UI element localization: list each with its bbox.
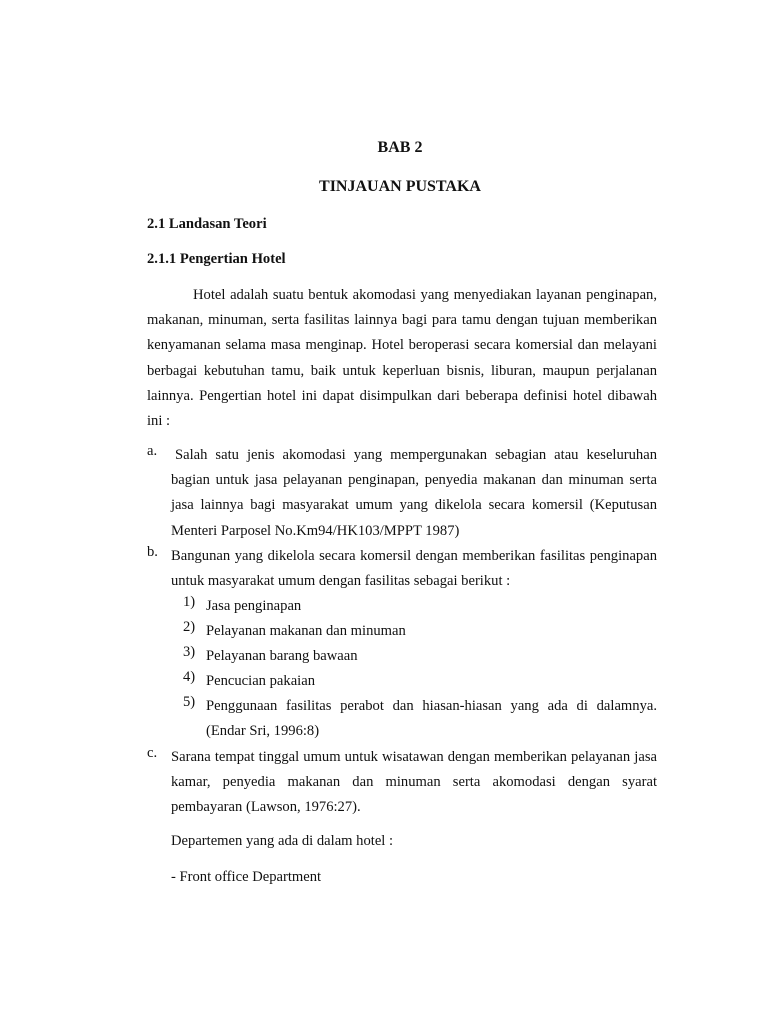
list-marker: 2) — [183, 619, 196, 635]
facility-item-3 — [183, 644, 657, 669]
list-marker: 5) — [183, 694, 196, 710]
intro-paragraph: Hotel adalah suatu bentuk akomodasi yang menyediakan layanan penginapan, makanan, minuman, serta fasilitas lainnya bagi para tamu dengan tujuan memberikan kenyamanan selama masa menginap. Hotel beroperasi secara komersial dan melayani berbagai kebutuhan tamu, baik untuk keperluan bisnis, liburan, maupun perjalanan lainnya. Pengertian hotel ini dapat disimpulkan dari beberapa definisi hotel dibawah ini : — [147, 287, 657, 430]
definition-a — [147, 443, 657, 544]
list-marker: 4) — [183, 669, 196, 685]
chapter-number: BAB 2 — [377, 139, 423, 156]
facility-item-2 — [183, 619, 657, 644]
facility-text: Pelayanan makanan dan minuman — [206, 623, 406, 639]
definition-text: Bangunan yang dikelola secara komersil dengan memberikan fasilitas penginapan untuk masyarakat umum dengan fasilitas sebagai berikut : — [171, 548, 657, 590]
definition-text: Sarana tempat tinggal umum untuk wisatawan dengan memberikan pelayanan jasa kamar, penyedia makanan dan minuman serta akomodasi dengan syarat pembayaran (Lawson, 1976:27). — [171, 749, 657, 816]
facility-text: Pencucian pakaian — [206, 673, 315, 689]
list-marker: c. — [147, 745, 158, 761]
subsection-heading: 2.1.1 Pengertian Hotel — [147, 251, 286, 267]
department-item: - Front office Department — [171, 869, 322, 885]
section-heading: 2.1 Landasan Teori — [147, 216, 267, 232]
departments-intro: Departemen yang ada di dalam hotel : — [171, 833, 394, 849]
facility-item-5 — [183, 694, 657, 744]
definition-b — [147, 544, 657, 594]
definition-text: Salah satu jenis akomodasi yang mempergunakan sebagian atau keseluruhan bagian untuk jasa pelayanan penginapan, penyedia makanan dan minuman serta jasa lainnya bagi masyarakat umum yang dikelola secara komersil (Keputusan Menteri Parposel No.Km94/HK103/MPPT 1987) — [171, 447, 657, 539]
facility-text: Penggunaan fasilitas perabot dan hiasan-hiasan yang ada di dalamnya. (Endar Sri, 1996:8) — [206, 698, 657, 740]
list-marker: a. — [147, 443, 158, 459]
facility-item-1 — [183, 594, 657, 619]
definition-c — [147, 745, 657, 821]
list-marker: 3) — [183, 644, 196, 660]
chapter-title: TINJAUAN PUSTAKA — [319, 178, 481, 195]
list-marker: b. — [147, 544, 158, 560]
facility-text: Pelayanan barang bawaan — [206, 648, 358, 664]
list-marker: 1) — [183, 594, 196, 610]
facility-item-4 — [183, 669, 657, 694]
facility-text: Jasa penginapan — [206, 598, 302, 614]
